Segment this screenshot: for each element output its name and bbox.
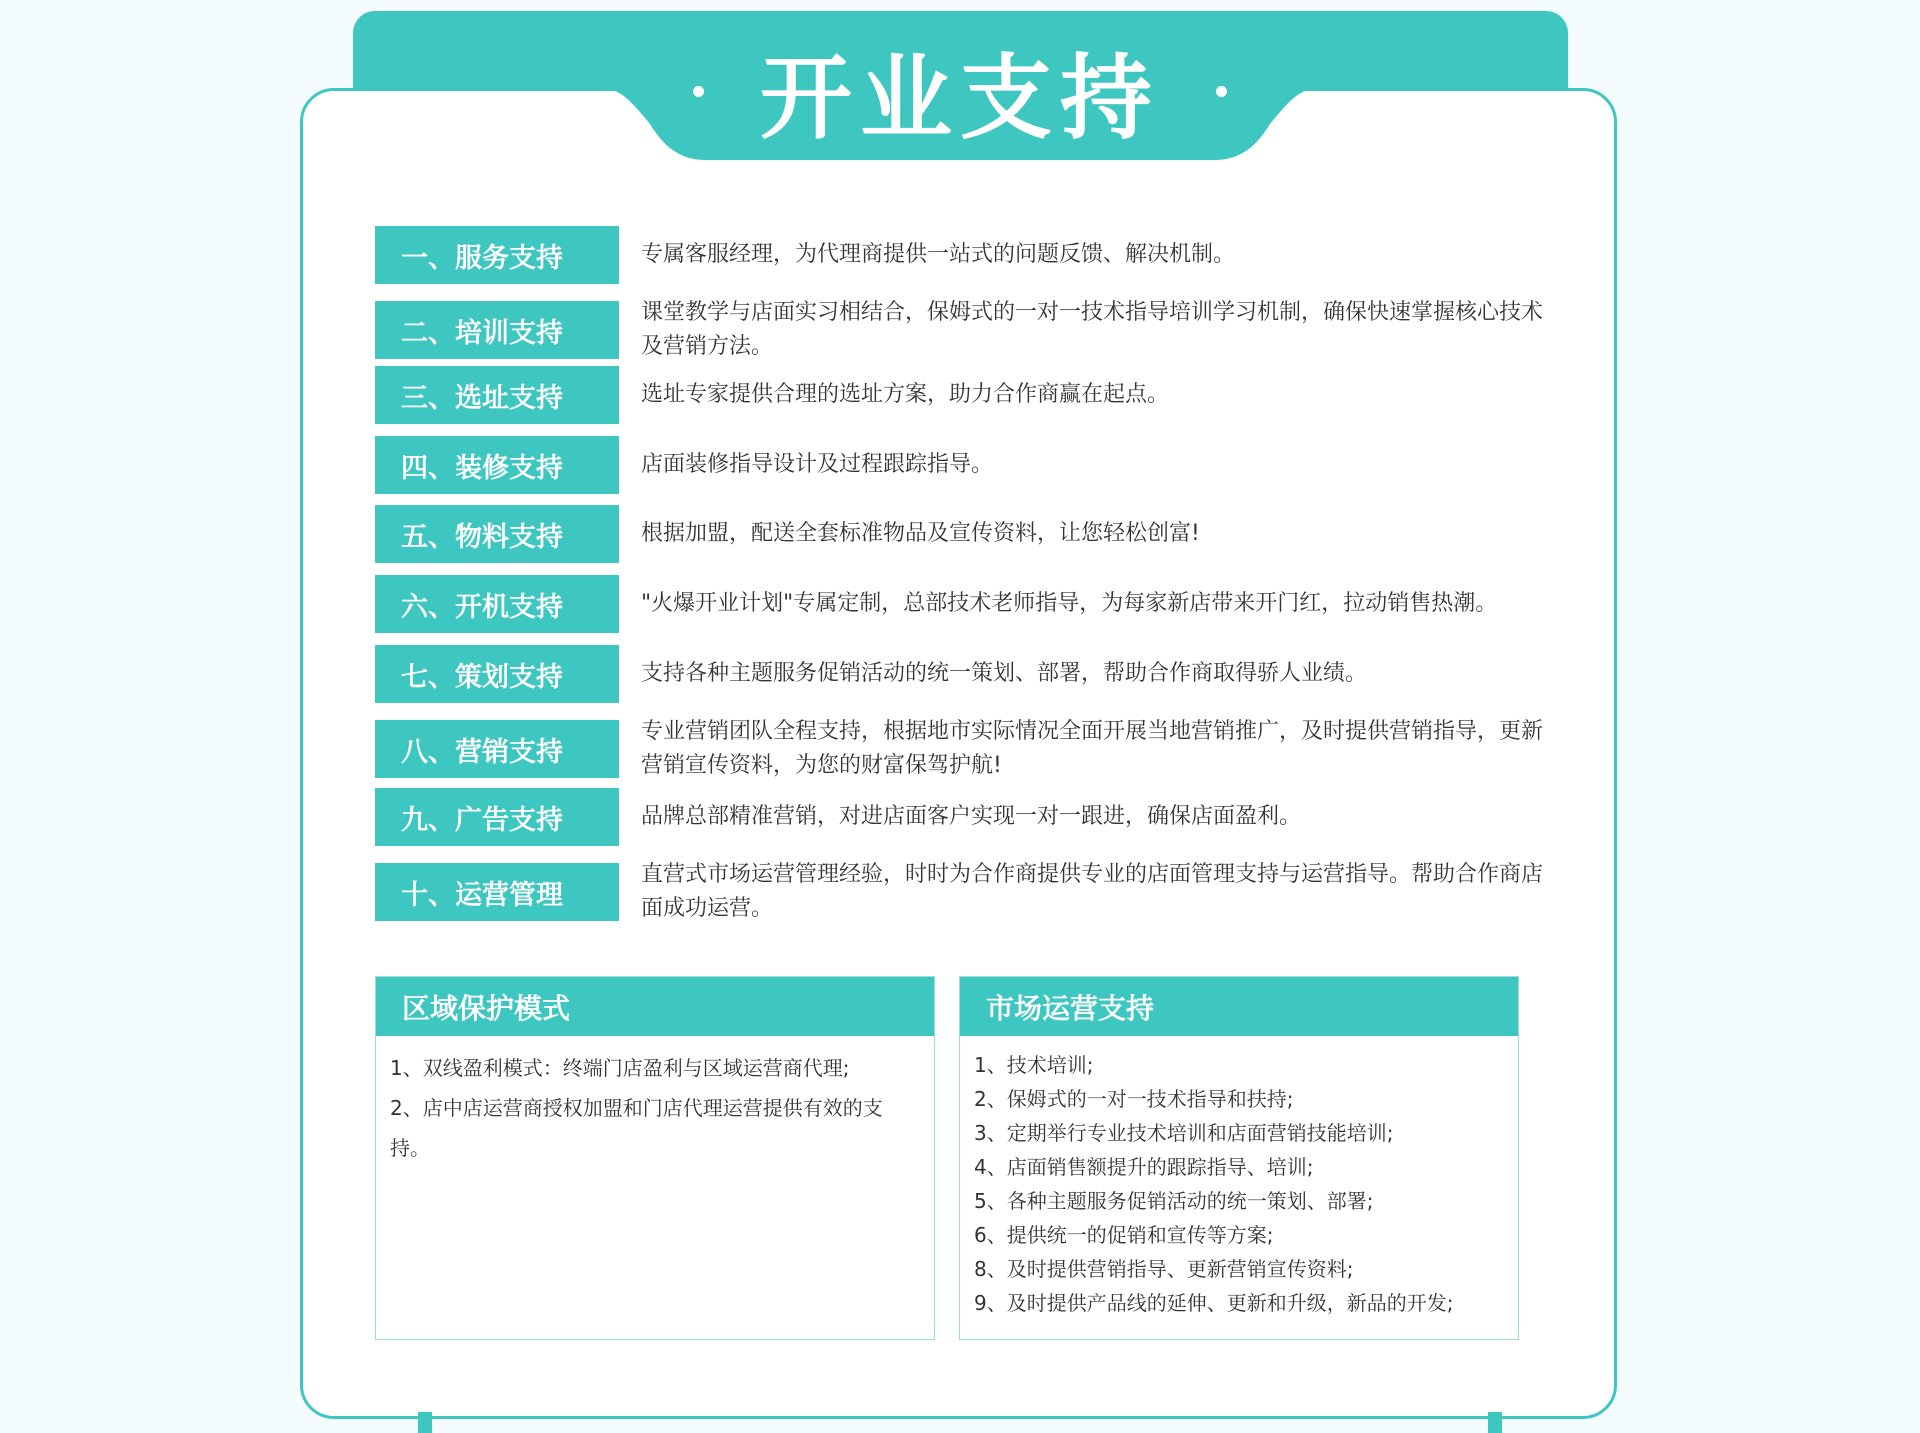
region-protection-panel	[375, 976, 935, 1340]
support-row	[375, 645, 1555, 703]
list-item: 1、技术培训;	[974, 1053, 1094, 1077]
panel-body	[960, 1036, 1518, 1320]
support-label: 八、营销支持	[375, 720, 619, 778]
list-item: 5、各种主题服务促销活动的统一策划、部署;	[974, 1189, 1374, 1213]
support-description: 根据加盟，配送全套标准物品及宣传资料，让您轻松创富!	[641, 521, 1200, 546]
list-item: 2、保姆式的一对一技术指导和扶持;	[974, 1087, 1294, 1111]
card-leg-right	[1488, 1412, 1502, 1433]
list-item: 3、定期举行专业技术培训和店面营销技能培训;	[974, 1121, 1394, 1145]
market-operation-panel	[959, 976, 1519, 1340]
support-description: 支持各种主题服务促销活动的统一策划、部署，帮助合作商取得骄人业绩。	[641, 661, 1368, 686]
support-label: 四、装修支持	[375, 436, 619, 494]
support-row	[375, 436, 1555, 494]
support-row	[375, 505, 1555, 563]
support-label: 一、服务支持	[375, 226, 619, 284]
support-row	[375, 715, 1555, 783]
support-description: 专属客服经理，为代理商提供一站式的问题反馈、解决机制。	[641, 242, 1236, 267]
support-label: 五、物料支持	[375, 505, 619, 563]
support-description: 店面装修指导设计及过程跟踪指导。	[641, 452, 994, 477]
card-leg-left	[418, 1412, 432, 1433]
support-label: 六、开机支持	[375, 575, 619, 633]
list-item: 6、提供统一的促销和宣传等方案;	[974, 1223, 1274, 1247]
title-bar	[600, 36, 1320, 152]
support-row	[375, 788, 1555, 846]
support-label: 十、运营管理	[375, 863, 619, 921]
list-item: 2、店中店运营商授权加盟和门店代理运营提供有效的支持。	[390, 1096, 883, 1160]
support-row	[375, 575, 1555, 633]
support-label: 七、策划支持	[375, 645, 619, 703]
page-title: 开业支持	[759, 45, 1160, 152]
support-label: 三、选址支持	[375, 366, 619, 424]
title-dot-left	[693, 86, 704, 97]
panel-body	[376, 1036, 934, 1168]
list-item: 8、及时提供营销指导、更新营销宣传资料;	[974, 1257, 1354, 1281]
panel-title: 市场运营支持	[960, 977, 1518, 1036]
support-description: 课堂教学与店面实习相结合，保姆式的一对一技术指导培训学习机制，确保快速掌握核心技术及营销方法。	[641, 300, 1544, 359]
list-item: 9、及时提供产品线的延伸、更新和升级，新品的开发;	[974, 1291, 1454, 1315]
support-description: 品牌总部精准营销，对进店面客户实现一对一跟进，确保店面盈利。	[641, 804, 1302, 829]
support-row	[375, 296, 1555, 364]
title-dot-right	[1216, 86, 1227, 97]
support-description: 专业营销团队全程支持，根据地市实际情况全面开展当地营销推广，及时提供营销指导，更新营销宣传资料，为您的财富保驾护航!	[641, 719, 1544, 778]
panel-title: 区域保护模式	[376, 977, 934, 1036]
support-label: 二、培训支持	[375, 301, 619, 359]
support-row	[375, 226, 1555, 284]
list-item: 4、店面销售额提升的跟踪指导、培训;	[974, 1155, 1314, 1179]
list-item: 1、双线盈利模式：终端门店盈利与区域运营商代理;	[390, 1056, 850, 1080]
support-description: "火爆开业计划"专属定制，总部技术老师指导，为每家新店带来开门红，拉动销售热潮。	[641, 591, 1498, 616]
support-description: 选址专家提供合理的选址方案，助力合作商赢在起点。	[641, 382, 1170, 407]
support-description: 直营式市场运营管理经验，时时为合作商提供专业的店面管理支持与运营指导。帮助合作商店面成功运营。	[641, 862, 1544, 921]
support-row	[375, 858, 1555, 926]
support-row	[375, 366, 1555, 424]
support-label: 九、广告支持	[375, 788, 619, 846]
